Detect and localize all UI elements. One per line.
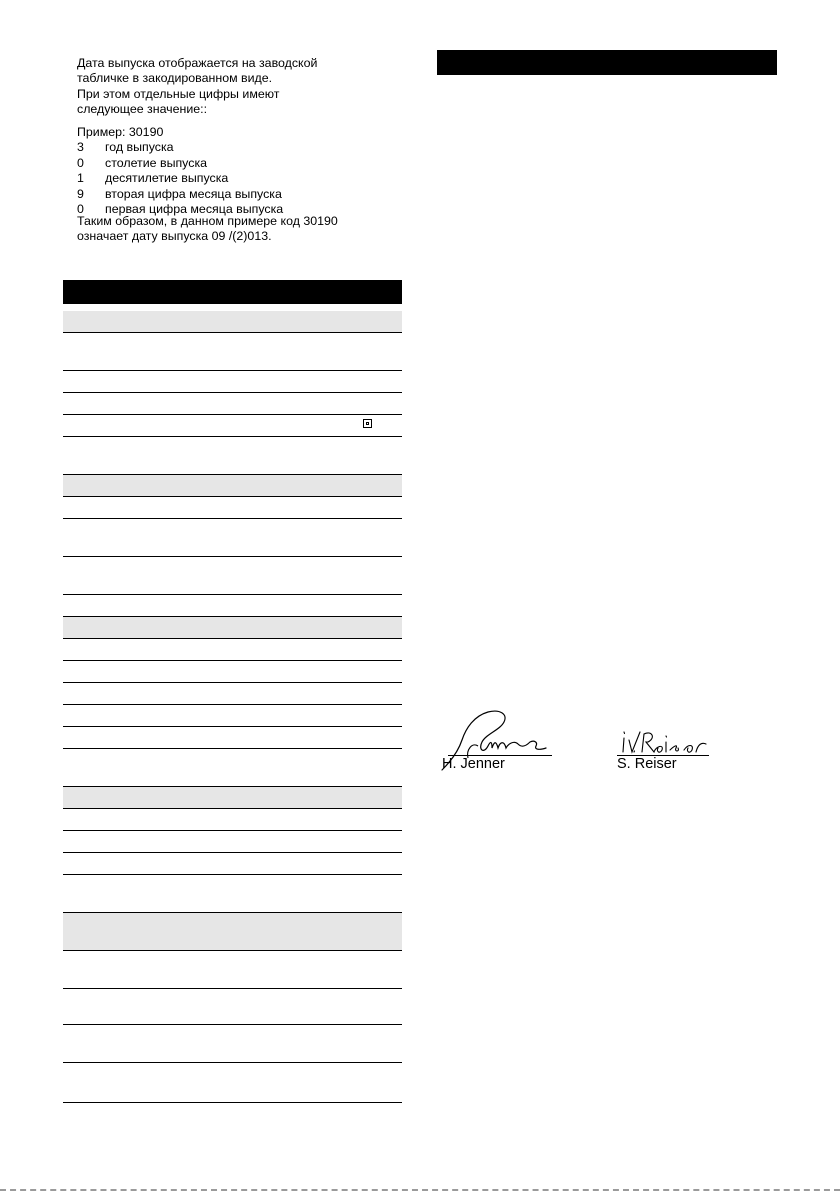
code-digit: 1 <box>77 171 84 186</box>
table-row <box>63 727 402 749</box>
table-row <box>63 831 402 853</box>
code-digit: 0 <box>77 155 84 170</box>
table-row <box>63 951 402 989</box>
tech-table-header <box>63 280 402 304</box>
table-row <box>63 683 402 705</box>
table-row <box>63 393 402 415</box>
table-row <box>63 705 402 727</box>
table-row <box>63 437 402 475</box>
code-item <box>77 156 397 171</box>
table-row <box>63 371 402 393</box>
code-digit: 0 <box>77 202 84 217</box>
code-meaning: столетие выпуска <box>105 155 208 170</box>
page-bottom-dashed-line <box>0 1189 840 1191</box>
table-row <box>63 557 402 595</box>
signer-name: S. Reiser <box>617 756 677 772</box>
intro-line: табличке в закодированном виде. <box>77 71 273 86</box>
code-meaning: десятилетие выпуска <box>105 171 229 186</box>
code-item <box>77 171 397 186</box>
protection-class-ii-icon <box>363 419 372 428</box>
conclusion-line: Таким образом, в данном примере код 30190 <box>77 214 338 228</box>
code-item <box>77 187 397 202</box>
date-code-conclusion <box>77 214 397 245</box>
declaration-header <box>437 50 777 75</box>
table-row <box>63 875 402 913</box>
table-section-row <box>63 617 402 639</box>
table-section-row <box>63 913 402 951</box>
table-row <box>63 639 402 661</box>
table-row <box>63 333 402 371</box>
table-row <box>63 1063 402 1103</box>
table-row <box>63 595 402 617</box>
intro-line: При этом отдельные цифры имеют <box>77 86 280 101</box>
table-row <box>63 1025 402 1063</box>
intro-line: следующее значение:: <box>77 102 208 117</box>
table-section-row <box>63 787 402 809</box>
example-label: Пример: 30190 <box>77 125 164 139</box>
code-digit: 9 <box>77 186 84 201</box>
conclusion-line: означает дату выпуска 09 /(2)013. <box>77 229 272 244</box>
code-meaning: вторая цифра месяца выпуска <box>105 186 282 201</box>
reiser-signature <box>620 728 720 758</box>
table-row <box>63 497 402 519</box>
code-meaning: год выпуска <box>105 140 174 155</box>
table-row <box>63 415 402 437</box>
table-row <box>63 661 402 683</box>
code-item <box>77 140 397 155</box>
intro-line: Дата выпуска отображается на заводской <box>77 56 318 70</box>
table-row <box>63 853 402 875</box>
date-code-example <box>77 125 397 217</box>
table-row <box>63 519 402 557</box>
code-meaning: первая цифра месяца выпуска <box>105 202 284 217</box>
date-code-intro <box>77 56 397 118</box>
table-section-row <box>63 311 402 333</box>
table-row <box>63 749 402 787</box>
signer-name: H. Jenner <box>442 756 505 772</box>
table-row <box>63 989 402 1025</box>
table-row <box>63 809 402 831</box>
table-section-row <box>63 475 402 497</box>
code-digit: 3 <box>77 140 84 155</box>
